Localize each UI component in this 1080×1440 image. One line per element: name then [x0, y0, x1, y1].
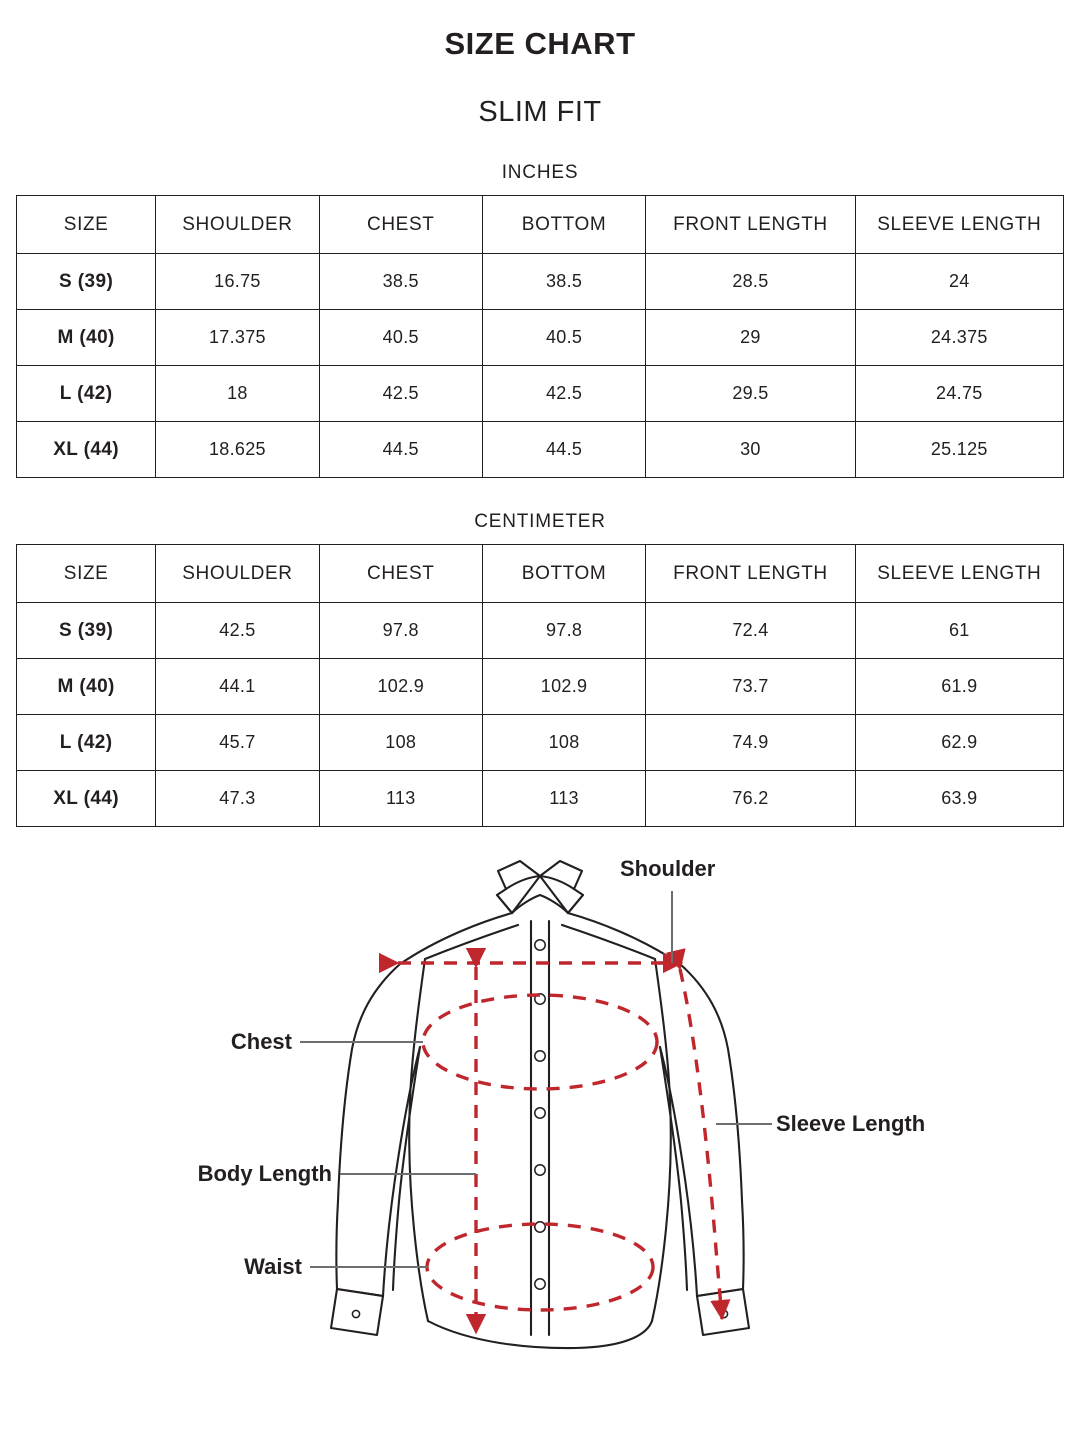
table-row — [17, 422, 1064, 478]
cell-size: L (42) — [17, 715, 156, 771]
column-header-bottom: BOTTOM — [482, 196, 645, 254]
column-header-front-length: FRONT LENGTH — [646, 545, 855, 603]
cell-sleeve-length: 24 — [855, 254, 1063, 310]
table-row — [17, 603, 1064, 659]
cell-chest: 113 — [319, 771, 482, 827]
column-header-shoulder: SHOULDER — [156, 196, 319, 254]
table-row — [17, 310, 1064, 366]
cell-size: M (40) — [17, 659, 156, 715]
centimeter-table-wrap — [0, 544, 1080, 827]
cell-chest: 40.5 — [319, 310, 482, 366]
cell-bottom: 102.9 — [482, 659, 645, 715]
table-row — [17, 715, 1064, 771]
cell-sleeve-length: 62.9 — [855, 715, 1063, 771]
column-header-front-length: FRONT LENGTH — [646, 196, 855, 254]
chest-measure-ellipse — [423, 995, 657, 1089]
centimeter-size-table — [16, 544, 1064, 827]
cell-size: S (39) — [17, 254, 156, 310]
cell-size: L (42) — [17, 366, 156, 422]
cell-bottom: 44.5 — [482, 422, 645, 478]
cell-front-length: 28.5 — [646, 254, 855, 310]
table-row — [17, 254, 1064, 310]
diagram-label-waist: Waist — [244, 1254, 302, 1279]
cell-size: XL (44) — [17, 771, 156, 827]
cell-shoulder: 42.5 — [156, 603, 319, 659]
cell-front-length: 30 — [646, 422, 855, 478]
column-header-chest: CHEST — [319, 545, 482, 603]
column-header-shoulder: SHOULDER — [156, 545, 319, 603]
cell-front-length: 76.2 — [646, 771, 855, 827]
cell-bottom: 113 — [482, 771, 645, 827]
diagram-label-chest: Chest — [230, 1029, 292, 1054]
cell-bottom: 97.8 — [482, 603, 645, 659]
column-header-size: SIZE — [17, 545, 156, 603]
cell-chest: 42.5 — [319, 366, 482, 422]
cell-chest: 102.9 — [319, 659, 482, 715]
cell-shoulder: 44.1 — [156, 659, 319, 715]
cell-front-length: 72.4 — [646, 603, 855, 659]
unit-label-inches: INCHES — [501, 162, 579, 183]
cell-chest: 38.5 — [319, 254, 482, 310]
inches-table-wrap — [0, 195, 1080, 478]
cell-bottom: 40.5 — [482, 310, 645, 366]
cell-size: S (39) — [17, 603, 156, 659]
cell-sleeve-length: 63.9 — [855, 771, 1063, 827]
cell-sleeve-length: 61.9 — [855, 659, 1063, 715]
table-header-row — [17, 545, 1064, 603]
cell-front-length: 73.7 — [646, 659, 855, 715]
cell-front-length: 29.5 — [646, 366, 855, 422]
column-header-sleeve-length: SLEEVE LENGTH — [855, 196, 1063, 254]
cell-shoulder: 47.3 — [156, 771, 319, 827]
fit-subtitle: SLIM FIT — [478, 96, 602, 128]
cell-chest: 44.5 — [319, 422, 482, 478]
cell-shoulder: 45.7 — [156, 715, 319, 771]
diagram-label-shoulder: Shoulder — [620, 856, 716, 881]
cell-size: XL (44) — [17, 422, 156, 478]
diagram-label-body-length: Body Length — [197, 1161, 332, 1186]
cell-sleeve-length: 25.125 — [855, 422, 1063, 478]
cell-front-length: 29 — [646, 310, 855, 366]
cell-sleeve-length: 24.375 — [855, 310, 1063, 366]
cell-sleeve-length: 24.75 — [855, 366, 1063, 422]
waist-measure-ellipse — [427, 1224, 653, 1310]
inches-size-table — [16, 195, 1064, 478]
column-header-bottom: BOTTOM — [482, 545, 645, 603]
cell-sleeve-length: 61 — [855, 603, 1063, 659]
cell-front-length: 74.9 — [646, 715, 855, 771]
cell-size: M (40) — [17, 310, 156, 366]
table-row — [17, 659, 1064, 715]
page-title: SIZE CHART — [444, 26, 636, 61]
table-row — [17, 771, 1064, 827]
shirt-measurement-diagram — [0, 849, 1080, 1409]
column-header-chest: CHEST — [319, 196, 482, 254]
column-header-sleeve-length: SLEEVE LENGTH — [855, 545, 1063, 603]
cell-shoulder: 17.375 — [156, 310, 319, 366]
cell-bottom: 38.5 — [482, 254, 645, 310]
cell-shoulder: 18.625 — [156, 422, 319, 478]
cell-chest: 108 — [319, 715, 482, 771]
cell-shoulder: 18 — [156, 366, 319, 422]
cell-shoulder: 16.75 — [156, 254, 319, 310]
table-row — [17, 366, 1064, 422]
cell-bottom: 42.5 — [482, 366, 645, 422]
cell-chest: 97.8 — [319, 603, 482, 659]
table-header-row — [17, 196, 1064, 254]
column-header-size: SIZE — [17, 196, 156, 254]
cell-bottom: 108 — [482, 715, 645, 771]
diagram-label-sleeve-length: Sleeve Length — [776, 1111, 926, 1136]
shirt-outline-icon — [331, 861, 749, 1348]
unit-label-centimeter: CENTIMETER — [474, 511, 606, 532]
measurement-guides — [398, 963, 722, 1333]
